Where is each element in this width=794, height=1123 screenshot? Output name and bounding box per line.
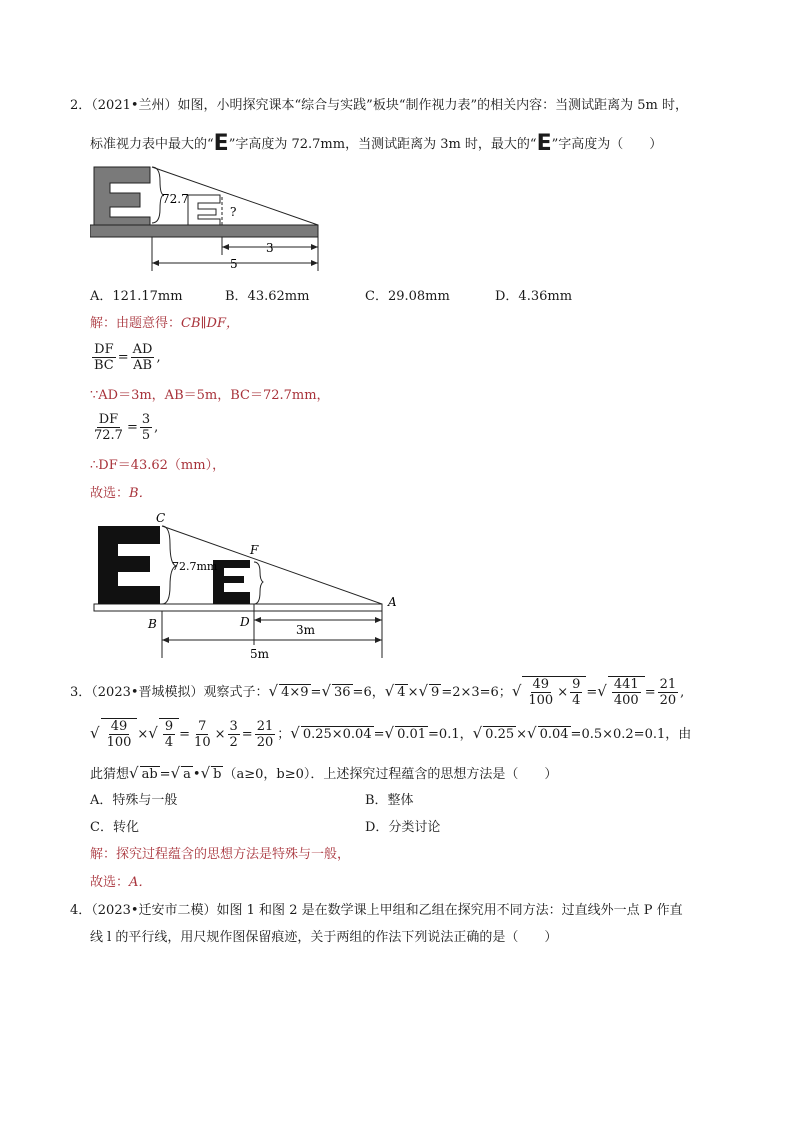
q2-solution-line3: ∵AD＝3m，AB＝5m，BC＝72.7mm， <box>90 388 330 403</box>
q2-line1: 2．（2021•兰州）如图，小明探究课本“综合与实践”板块“制作视力表”的相关内容：当测试距离为 5m 时， <box>70 98 688 113</box>
q2-solution-fraction1: $\frac{DF}{BC}$ = $\frac{AD}{AB}$ , <box>94 342 161 373</box>
fraction-df-bc: $\frac{DF}{BC}$ <box>94 342 114 373</box>
q3-line1: 3．（2023•晋城模拟）观察式子：√ 4×9 =√ 36 =6，√ 4 ×√ 9 =2×3=6；√ $\frac{49}{100}$ × $\frac{9}{4}$ =√ $\frac{441}{400}$ = $\frac{21}{20}$ , <box>70 677 685 708</box>
fig2-point-a: A <box>388 595 397 609</box>
q4-line1: 4．（2023•迁安市二模）如图 1 和图 2 是在数学课上甲组和乙组在探究用不同方法：过直线外一点 P 作直 <box>70 903 683 918</box>
q2-sol-text: 解：由题意得： <box>90 316 182 331</box>
fraction-ad-ab: $\frac{AD}{AB}$ <box>132 342 153 373</box>
q2-option-d: D．4.36mm <box>495 289 573 304</box>
fig2-point-c: C <box>156 511 166 525</box>
fig1-label-question: ? <box>230 205 237 219</box>
fig2-length-5m: 5m <box>250 647 270 661</box>
fig1-label-5: 5 <box>230 257 238 271</box>
q2-line2-a: 标准视力表中最大的“ <box>90 137 214 152</box>
q3-line3: 此猜想√ ab =√ a •√ b （a≥0，b≥0）．上述探究过程蕴含的思想方法是（ ） <box>90 764 558 782</box>
fig2-length-727mm: 72.7mm <box>172 560 218 573</box>
q3-option-b: B．整体 <box>365 793 414 808</box>
q2-line2-b: ”字高度为 72.7mm，当测试距离为 3m 时，最大的“ <box>228 137 537 152</box>
answer-letter: B． <box>129 486 152 501</box>
fraction-3-5: $\frac{3}{5}$ <box>141 412 151 443</box>
answer-letter: A． <box>129 875 152 890</box>
q3-head: 3．（2023•晋城模拟）观察式子： <box>70 685 269 700</box>
fig1-label-3: 3 <box>266 241 274 255</box>
q2-solution-line1 <box>90 314 239 334</box>
q4-line2: 线 l 的平行线，用尺规作图保留痕迹，关于两组的作法下列说法正确的是（ ） <box>90 930 558 945</box>
q3-answer <box>90 873 151 893</box>
q2-option-a: A．121.17mm <box>90 289 183 304</box>
q2-solution-answer <box>90 484 152 504</box>
q2-option-b: B．43.62mm <box>225 289 310 304</box>
q2-line2-c: ”字高度为（ ） <box>551 137 663 152</box>
fig2-point-b: B <box>148 617 157 631</box>
fig2-length-3m: 3m <box>296 623 316 637</box>
big-e-glyph: E <box>213 131 229 156</box>
q3-option-d: D．分类讨论 <box>365 820 441 835</box>
fig2-point-d: D <box>240 615 250 629</box>
q3-line3-a: 此猜想 <box>90 767 130 782</box>
big-e-glyph: E <box>536 131 552 156</box>
fraction-df-727: $\frac{DF}{72.7}$ <box>94 412 123 443</box>
vision-chart-figure-2 <box>88 510 408 665</box>
vision-chart-figure-1 <box>90 163 325 273</box>
q2-option-c: C．29.08mm <box>365 289 450 304</box>
answer-prefix: 故选： <box>90 875 130 890</box>
q3-option-c: C．转化 <box>90 820 139 835</box>
q3-solution: 解：探究过程蕴含的思想方法是特殊与一般， <box>90 847 351 862</box>
q3-line3-b: （a≥0，b≥0）．上述探究过程蕴含的思想方法是（ ） <box>223 767 558 782</box>
fig2-point-f: F <box>250 543 259 557</box>
q2-solution-line5: ∴DF＝43.62（mm）， <box>90 458 226 473</box>
q2-sol-parallel: CB∥DF， <box>181 316 239 331</box>
fig1-label-727: 72.7 <box>162 192 189 206</box>
q2-solution-fraction2: $\frac{DF}{72.7}$ = $\frac{3}{5}$ , <box>94 412 159 443</box>
q3-line2: √ $\frac{49}{100}$ ×√ $\frac{9}{4}$ = $\frac{7}{10}$ × $\frac{3}{2}$ = $\frac{21}{20}$ ；√ 0.25×0.04 =√ 0.01 =0.1，√ 0.25 ×√ 0.04 =0.5×0.2=0.1，由 <box>90 719 692 750</box>
answer-prefix: 故选： <box>90 486 130 501</box>
q3-option-a: A．特殊与一般 <box>90 793 178 808</box>
q2-line2 <box>90 131 663 156</box>
